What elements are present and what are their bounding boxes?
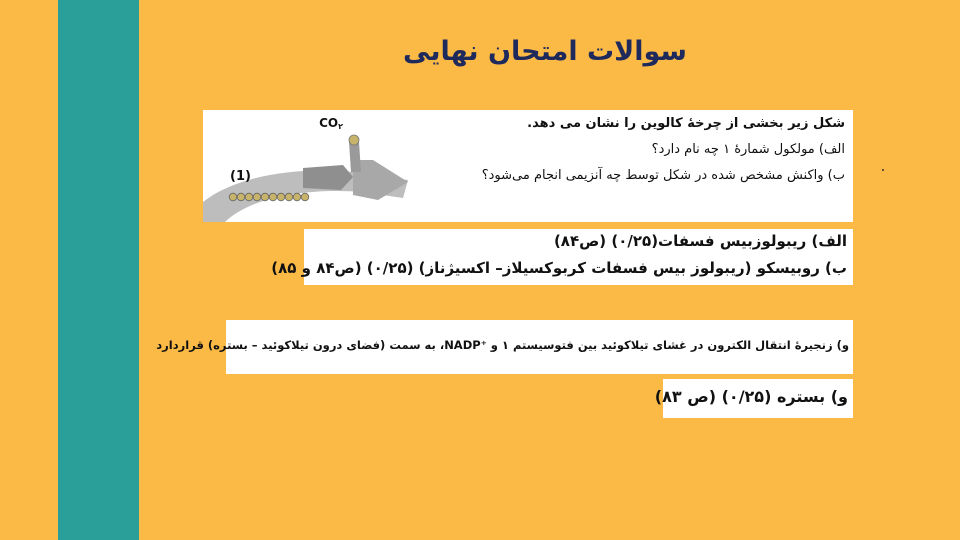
question-2-box — [156, 320, 853, 374]
question-1-intro: شکل زیر بخشی از چرخهٔ کالوین را نشان می دهد. — [527, 116, 845, 131]
answer-2-text: و) بستره (۰/۲۵) (ص ۸۳) — [654, 387, 848, 406]
co2-label: CO۲ — [319, 116, 343, 131]
calvin-cycle-diagram — [203, 110, 433, 222]
answer-1-part-a: الف) ریبولوزبیس فسفات(۰/۲۵) (ص۸۴) — [553, 232, 847, 250]
molecule-label: (1) — [230, 169, 251, 184]
answer-1-part-b: ب) روبیسکو (ریبولوز بیس فسفات کربوکسیلاز– اکسیژناز) (۰/۲۵) (ص۸۴ و ۸۵) — [271, 259, 847, 277]
slide-title: سوالات امتحان نهایی — [403, 36, 687, 67]
question-1-part-b: ب) واکنش مشخص شده در شکل توسط چه آنزیمی انجام می‌شود؟ — [481, 168, 845, 183]
co2-stem — [349, 142, 361, 172]
answer-2-box — [654, 379, 853, 418]
answer-1-box — [271, 229, 853, 285]
co2-molecule — [349, 135, 359, 145]
question-1-box — [203, 110, 853, 222]
stray-dot — [882, 169, 884, 171]
question-2-text: و) زنجیرهٔ انتقال الکترون در غشای تیلاکوئید بین فتوسیستم ۱ و ⁺NADP، به سمت (فضای درون تیلاکوئید – بستره) قراردارد — [156, 338, 849, 352]
side-band — [58, 0, 139, 540]
question-1-part-a: الف) مولکول شمارهٔ ۱ چه نام دارد؟ — [651, 142, 845, 157]
